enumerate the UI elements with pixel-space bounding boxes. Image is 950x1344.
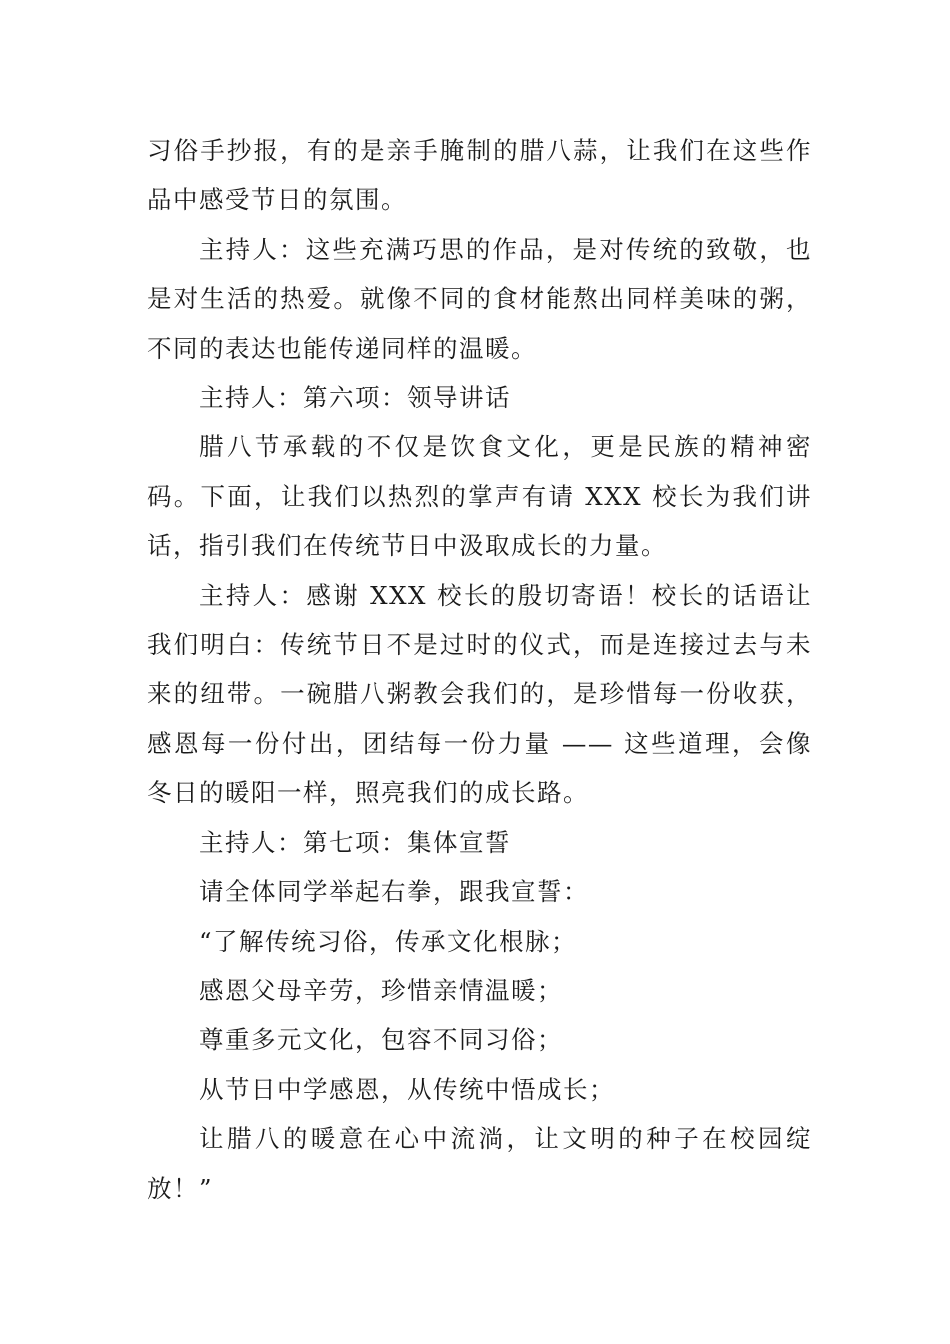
oath-line-3: 尊重多元文化，包容不同习俗； [199,1025,563,1055]
paragraph-item-seven-heading: 主持人：第七项：集体宣誓 [199,827,511,857]
oath-line-1: “了解传统习俗，传承文化根脉； [199,926,578,956]
paragraph-host-thanks: 主持人：感谢 XXX 校长的殷切寄语！校长的话语让我们明白：传统节日不是过时的仪式，而是连接过去与未来的纽带。一碗腊八粥教会我们的，是珍惜每一份收获，感恩每一份付出，团结每一份力量 —— 这些道理，会像冬日的暖阳一样，照亮我们的成长路。 [147,580,812,808]
paragraph-oath-intro: 请全体同学举起右拳，跟我宣誓： [199,877,589,907]
oath-line-4: 从节日中学感恩，从传统中悟成长； [199,1074,615,1104]
document-body [147,126,812,1213]
paragraph-item-six-heading: 主持人：第六项：领导讲话 [199,383,511,413]
oath-line-2: 感恩父母辛劳，珍惜亲情温暖； [199,975,563,1005]
paragraph-continued: 习俗手抄报，有的是亲手腌制的腊八蒜，让我们在这些作品中感受节日的氛围。 [147,136,812,215]
oath-line-5: 让腊八的暖意在心中流淌，让文明的种子在校园绽放！” [147,1124,812,1203]
paragraph-host-remarks-works: 主持人：这些充满巧思的作品，是对传统的致敬，也是对生活的热爱。就像不同的食材能熬出同样美味的粥，不同的表达也能传递同样的温暖。 [147,234,812,363]
paragraph-leader-speech-intro: 腊八节承载的不仅是饮食文化，更是民族的精神密码。下面，让我们以热烈的掌声有请 XXX 校长为我们讲话，指引我们在传统节日中汲取成长的力量。 [147,432,812,561]
